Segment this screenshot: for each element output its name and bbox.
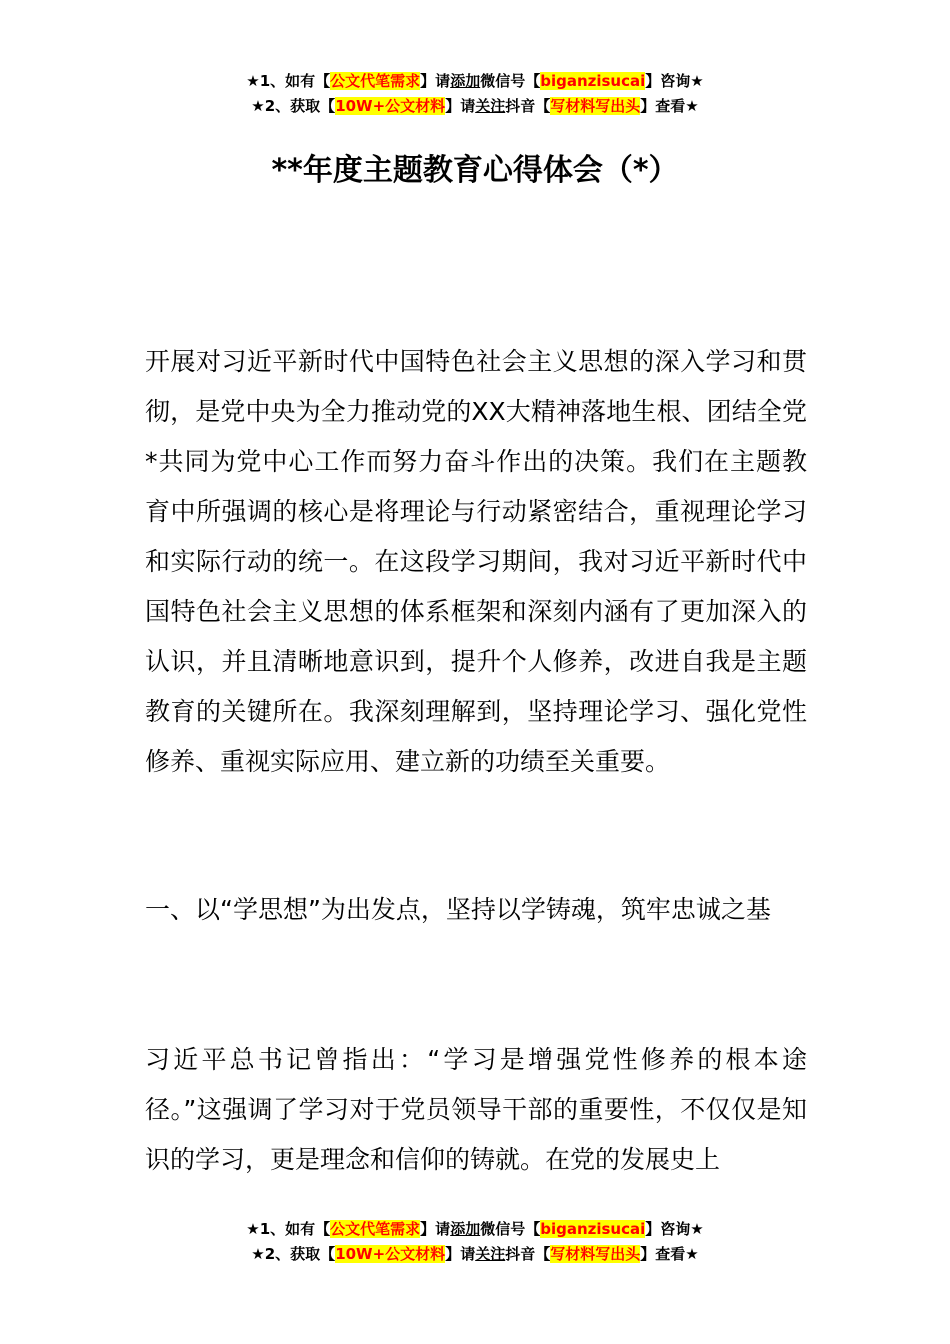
banner-text: ★2、获取【 <box>251 97 336 115</box>
banner-highlight: 写材料写出头 <box>550 97 641 115</box>
banner-highlight: 写材料写出头 <box>550 1245 641 1263</box>
banner-text: ★1、如有【 <box>246 72 331 90</box>
banner-text: 】请 <box>445 1245 476 1263</box>
banner-underline: 添加 <box>450 72 481 90</box>
banner-text: 】请 <box>445 97 476 115</box>
banner-text: 】咨询★ <box>645 72 704 90</box>
banner-text: 】请 <box>420 1220 451 1238</box>
header-banner <box>0 69 950 119</box>
banner-text: 抖音【 <box>505 1245 551 1263</box>
banner-text: 抖音【 <box>505 97 551 115</box>
banner-text: 】查看★ <box>640 97 699 115</box>
banner-highlight: 10W+公文材料 <box>335 1245 446 1263</box>
banner-line-1 <box>0 1217 950 1242</box>
banner-line-1 <box>0 69 950 94</box>
banner-underline: 关注 <box>475 1245 506 1263</box>
banner-highlight: 10W+公文材料 <box>335 97 446 115</box>
banner-line-2 <box>0 94 950 119</box>
section-heading: 一、以“学思想”为出发点，坚持以学铸魂，筑牢忠诚之基 <box>145 895 771 924</box>
paragraph-intro: 开展对习近平新时代中国特色社会主义思想的深入学习和贯彻，是党中央为全力推动党的XX大精神落地生根、团结全党*共同为党中心工作而努力奋斗作出的决策。我们在主题教育中所强调的核心是将理论与行动紧密结合，重视理论学习和实际行动的统一。在这段学习期间，我对习近平新时代中国特色社会主义思想的体系框架和深刻内涵有了更加深入的认识，并且清晰地意识到，提升个人修养，改进自我是主题教育的关键所在。我深刻理解到，坚持理论学习、强化党性修养、重视实际应用、建立新的功绩至关重要。 <box>145 347 807 776</box>
banner-underline: 添加 <box>450 1220 481 1238</box>
banner-highlight: biganzisucai <box>540 1220 646 1238</box>
banner-underline: 关注 <box>475 97 506 115</box>
paragraph-body: 习近平总书记曾指出：“学习是增强党性修养的根本途径。”这强调了学习对于党员领导干部的重要性，不仅仅是知识的学习，更是理念和信仰的铸就。在党的发展史上 <box>145 1045 807 1174</box>
banner-highlight: 公文代笔需求 <box>330 1220 421 1238</box>
banner-text: ★1、如有【 <box>246 1220 331 1238</box>
banner-text: 】请 <box>420 72 451 90</box>
banner-text: ★2、获取【 <box>251 1245 336 1263</box>
banner-line-2 <box>0 1242 950 1267</box>
document-title: **年度主题教育心得体会（*） <box>271 153 679 188</box>
banner-text: 微信号【 <box>480 72 541 90</box>
banner-text: 微信号【 <box>480 1220 541 1238</box>
banner-highlight: biganzisucai <box>540 72 646 90</box>
banner-highlight: 公文代笔需求 <box>330 72 421 90</box>
banner-text: 】查看★ <box>640 1245 699 1263</box>
footer-banner <box>0 1217 950 1267</box>
banner-text: 】咨询★ <box>645 1220 704 1238</box>
